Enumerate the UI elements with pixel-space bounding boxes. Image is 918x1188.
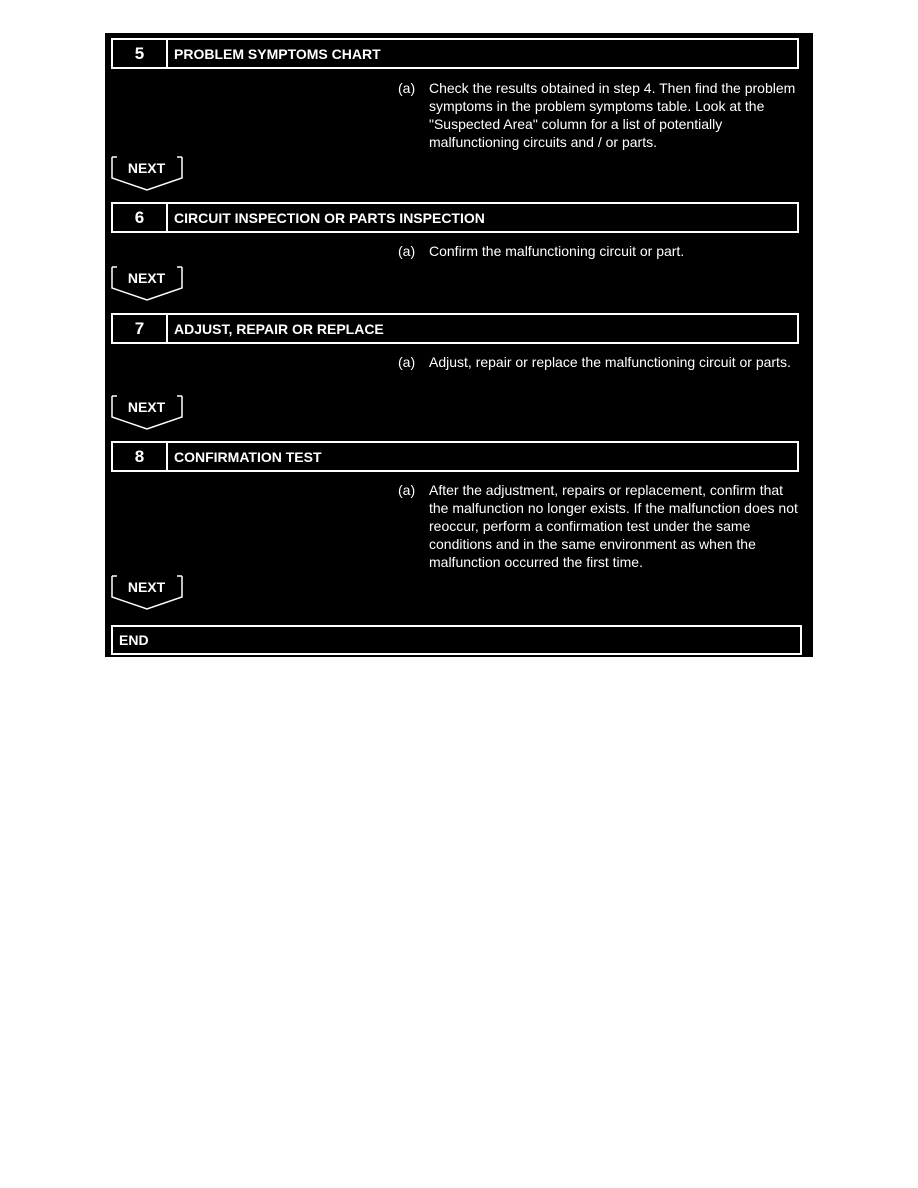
instruction-label: (a) <box>398 243 416 259</box>
next-arrow-8 <box>111 575 183 611</box>
next-label: NEXT <box>127 579 166 595</box>
step-title: CIRCUIT INSPECTION OR PARTS INSPECTION <box>174 209 485 226</box>
instruction-label: (a) <box>398 80 416 96</box>
instruction-text: Confirm the malfunctioning circuit or part. <box>429 243 685 259</box>
step-title: PROBLEM SYMPTOMS CHART <box>174 45 381 62</box>
step-instruction-8 <box>398 481 803 571</box>
instruction-label: (a) <box>398 354 416 370</box>
step-number: 7 <box>113 315 168 342</box>
next-arrow-5 <box>111 156 183 192</box>
flowchart-panel <box>105 33 813 657</box>
next-arrow-6 <box>111 266 183 302</box>
step-instruction-7 <box>398 353 803 371</box>
step-instruction-6 <box>398 242 803 260</box>
step-header-7 <box>111 313 799 344</box>
end-box: END <box>111 625 802 655</box>
step-number: 8 <box>113 443 168 470</box>
step-header-6 <box>111 202 799 233</box>
next-label: NEXT <box>127 270 166 286</box>
instruction-text: Check the results obtained in step 4. Then find the problem symptoms in the problem symptoms table. Look at the "Suspected Area" column for a list of potentially malfunctioning circuits and / or parts. <box>429 80 796 150</box>
next-label: NEXT <box>127 399 166 415</box>
step-number: 6 <box>113 204 168 231</box>
instruction-label: (a) <box>398 482 416 498</box>
next-arrow-7 <box>111 395 183 431</box>
step-header-5 <box>111 38 799 69</box>
step-instruction-5 <box>398 79 803 151</box>
instruction-text: Adjust, repair or replace the malfunctioning circuit or parts. <box>429 354 791 370</box>
step-header-8 <box>111 441 799 472</box>
step-number: 5 <box>113 40 168 67</box>
next-label: NEXT <box>127 160 166 176</box>
step-title: ADJUST, REPAIR OR REPLACE <box>174 320 384 337</box>
step-title: CONFIRMATION TEST <box>174 448 322 465</box>
instruction-text: After the adjustment, repairs or replacement, confirm that the malfunction no longer exists. If the malfunction does not reoccur, perform a confirmation test under the same conditions and in the same environment as when the malfunction occurred the first time. <box>429 482 798 570</box>
